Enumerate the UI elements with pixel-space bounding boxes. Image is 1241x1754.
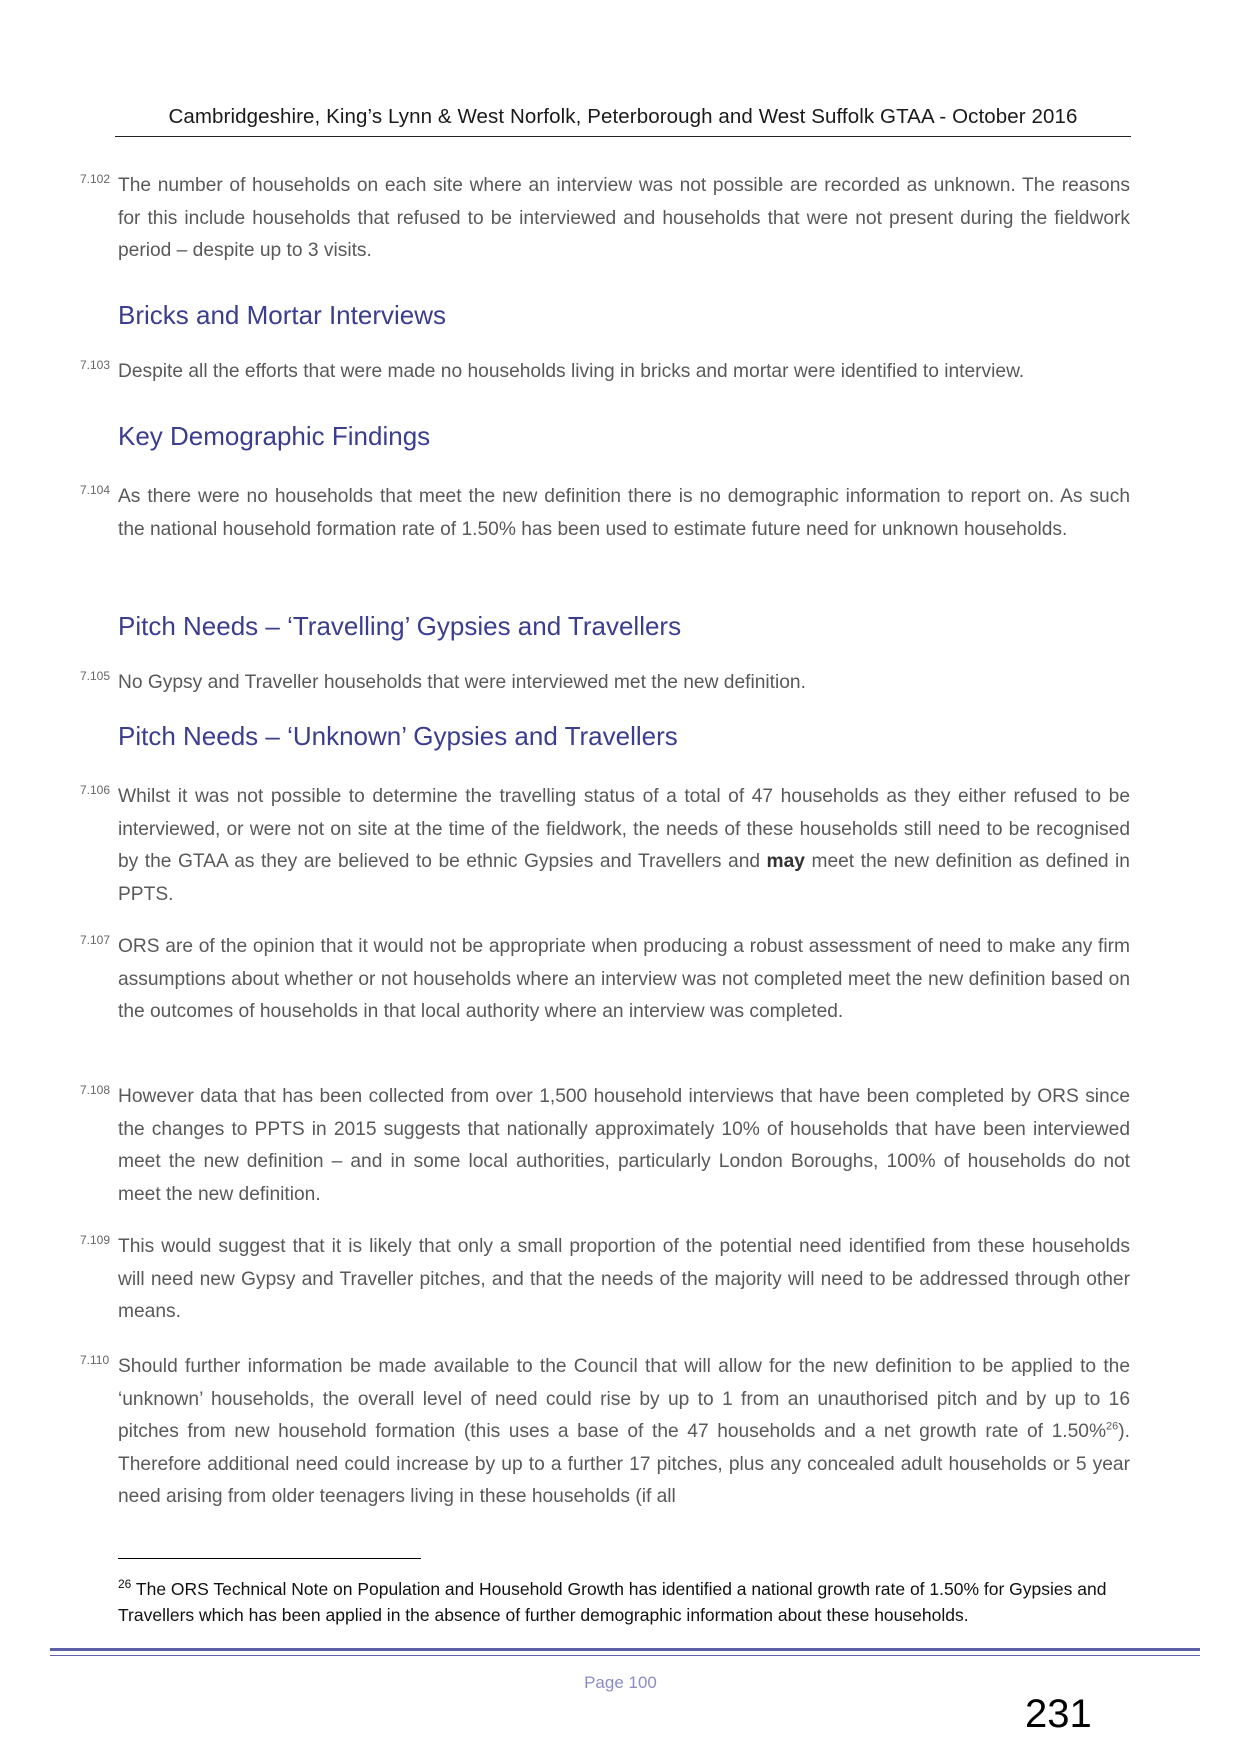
- header-divider: [115, 136, 1131, 137]
- paragraph-7-107: [80, 931, 1130, 1029]
- paragraph-number: 7.106: [80, 783, 111, 797]
- heading-key-demographic-findings: Key Demographic Findings: [118, 421, 431, 451]
- paragraph-text-continued: ). Therefore additional need could increase by up to a further 17 pitches, plus any concealed adult households or 5 year need arising from older teenagers living in these households (if all: [118, 1421, 1130, 1507]
- page-header-title: Cambridgeshire, King’s Lynn & West Norfolk, Peterborough and West Suffolk GTAA - October 2016: [168, 105, 1078, 128]
- paragraph-text: ORS are of the opinion that it would not be appropriate when producing a robust assessment of need to make any firm assumptions about whether or not households where an interview was not completed meet the new definition based on the outcomes of households in that local authority where an interview was completed.: [118, 936, 1130, 1022]
- paragraph-number: 7.108: [80, 1083, 111, 1097]
- paragraph-text: Should further information be made available to the Council that will allow for the new definition to be applied to the ‘unknown’ households, the overall level of need could rise by up to 1 from an unauthorised pitch and by up to 16 pitches from new household formation (this uses a base of the 47 households and a net growth rate of 1.50%: [118, 1356, 1130, 1442]
- document-page-number: 231: [1025, 1692, 1092, 1736]
- paragraph-7-105: [80, 667, 1130, 700]
- heading-bricks-and-mortar: Bricks and Mortar Interviews: [118, 300, 446, 330]
- footnote-number: 26: [118, 1577, 132, 1591]
- paragraph-number: 7.109: [80, 1233, 111, 1247]
- paragraph-number: 7.105: [80, 669, 111, 683]
- footnote-separator: [118, 1558, 421, 1559]
- paragraph-7-109: [80, 1231, 1130, 1329]
- paragraph-number: 7.107: [80, 933, 111, 947]
- paragraph-text: No Gypsy and Traveller households that were interviewed met the new definition.: [118, 672, 806, 693]
- paragraph-text: As there were no households that meet the new definition there is no demographic information to report on. As such the national household formation rate of 1.50% has been used to estimate future need for unknown households.: [118, 486, 1130, 540]
- paragraph-number: 7.104: [80, 483, 111, 497]
- footer-rule-thick: [50, 1648, 1200, 1651]
- footer-rule-thin: [50, 1655, 1200, 1656]
- paragraph-7-102: [80, 170, 1130, 268]
- paragraph-number: 7.103: [80, 358, 111, 372]
- paragraph-text: Whilst it was not possible to determine the travelling status of a total of 47 households as they either refused to be interviewed, or were not on site at the time of the fieldwork, the needs of these households still need to be recognised by the GTAA as they are believed to be ethnic Gypsies and Travellers and: [118, 786, 1130, 872]
- paragraph-text: The number of households on each site where an interview was not possible are recorded as unknown. The reasons for this include households that refused to be interviewed and households that were not present during the fieldwork period – despite up to 3 visits.: [118, 175, 1130, 261]
- paragraph-7-104: [80, 481, 1130, 546]
- footnote-text: The ORS Technical Note on Population and Household Growth has identified a national growth rate of 1.50% for Gypsies and Travellers which has been applied in the absence of further demographic information about these households.: [118, 1578, 1107, 1625]
- paragraph-number: 7.102: [80, 172, 111, 186]
- footnote-reference[interactable]: 26: [1106, 1420, 1119, 1433]
- paragraph-7-106: [80, 781, 1130, 911]
- paragraph-text: This would suggest that it is likely that only a small proportion of the potential need identified from these households will need new Gypsy and Traveller pitches, and that the needs of the majority will need to be addressed through other means.: [118, 1236, 1130, 1322]
- emphasis-may: may: [766, 851, 805, 872]
- paragraph-7-103: [80, 356, 1130, 389]
- paragraph-text: However data that has been collected from over 1,500 household interviews that have been completed by ORS since the changes to PPTS in 2015 suggests that nationally approximately 10% of households that have been interviewed meet the new definition – and in some local authorities, particularly London Boroughs, 100% of households do not meet the new definition.: [118, 1086, 1130, 1205]
- paragraph-7-108: [80, 1081, 1130, 1211]
- paragraph-text: Despite all the efforts that were made no households living in bricks and mortar were identified to interview.: [118, 361, 1025, 382]
- paragraph-number: 7.110: [80, 1353, 110, 1367]
- heading-pitch-needs-unknown: Pitch Needs – ‘Unknown’ Gypsies and Travellers: [118, 721, 678, 751]
- page-label: Page 100: [584, 1673, 657, 1692]
- paragraph-7-110: [80, 1351, 1130, 1514]
- heading-pitch-needs-travelling: Pitch Needs – ‘Travelling’ Gypsies and Travellers: [118, 611, 682, 641]
- footnote: [118, 1571, 1118, 1628]
- paragraph-text-continued: meet the new definition as defined in PPTS.: [118, 851, 1130, 905]
